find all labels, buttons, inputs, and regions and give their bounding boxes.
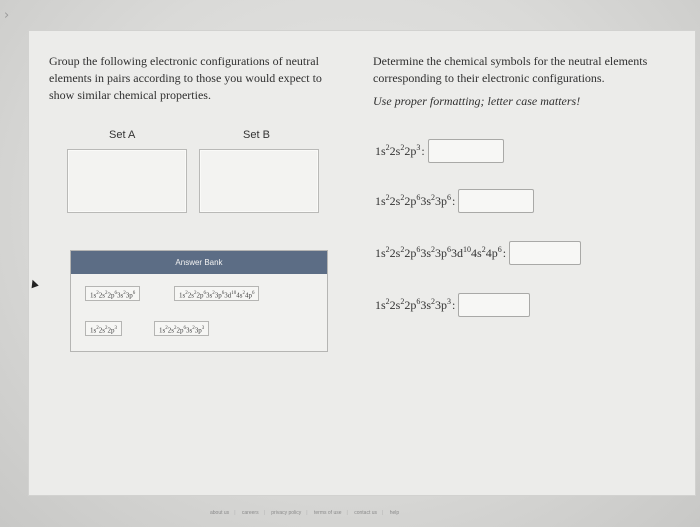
right-instructions (373, 53, 683, 110)
answer-chip[interactable]: $1s^22s^22p^63s^23p^6$ (85, 286, 140, 301)
symbol-answer-field[interactable] (458, 293, 530, 317)
right-instructions-main: Determine the chemical symbols for the neutral elements corresponding to their electronic configurations. (373, 54, 648, 85)
question-row (375, 241, 581, 265)
question-row (375, 139, 504, 163)
colon: : (421, 143, 425, 158)
colon: : (502, 245, 507, 260)
set-a-label: Set A (109, 129, 136, 141)
electron-configuration: $1s^22s^22p^63s^23p^3$ (375, 297, 452, 312)
question-row (375, 293, 530, 317)
set-b-dropzone[interactable] (199, 149, 319, 213)
symbol-answer-field[interactable] (428, 139, 504, 163)
electron-configuration: $1s^22s^22p^63s^23p^63d^{10}4s^24p^6$ (375, 245, 502, 260)
formatting-note: Use proper formatting; letter case matters! (373, 94, 581, 108)
footer-link-help[interactable]: help (389, 510, 400, 516)
chevron-right-icon[interactable]: › (4, 8, 10, 23)
set-a-dropzone[interactable] (67, 149, 187, 213)
footer-link-contact[interactable]: contact us (354, 510, 378, 516)
colon: : (452, 193, 456, 208)
question-row (375, 189, 534, 213)
answer-chip[interactable]: $1s^22s^22p^3$ (85, 321, 122, 336)
answer-bank-title: Answer Bank (71, 251, 327, 274)
answer-bank (70, 250, 328, 352)
footer-link-privacy[interactable]: privacy policy (271, 510, 302, 516)
question-card (28, 30, 696, 496)
answer-chip[interactable]: $1s^22s^22p^63s^23p^3$ (154, 321, 209, 336)
electron-configuration: $1s^22s^22p^63s^23p^6$ (375, 193, 452, 208)
answer-chip[interactable]: $1s^22s^22p^63s^23p^63d^{10}4s^24p^6$ (174, 286, 259, 301)
colon: : (452, 297, 456, 312)
symbol-answer-field[interactable] (458, 189, 534, 213)
set-b-label: Set B (243, 129, 270, 141)
left-instructions: Group the following electronic configurations of neutral elements in pairs according to those you would expect to show similar chemical properties. (49, 54, 322, 102)
footer-link-about[interactable]: about us (210, 510, 230, 516)
mouse-cursor-icon: ▲ (28, 277, 40, 290)
symbol-answer-field[interactable] (509, 241, 581, 265)
footer-link-terms[interactable]: terms of use (314, 510, 342, 516)
electron-configuration: $1s^22s^22p^3$ (375, 143, 421, 158)
footer-links: about us | careers | privacy policy | terms of use | contact us | help (210, 510, 400, 516)
footer-link-careers[interactable]: careers (241, 510, 259, 516)
